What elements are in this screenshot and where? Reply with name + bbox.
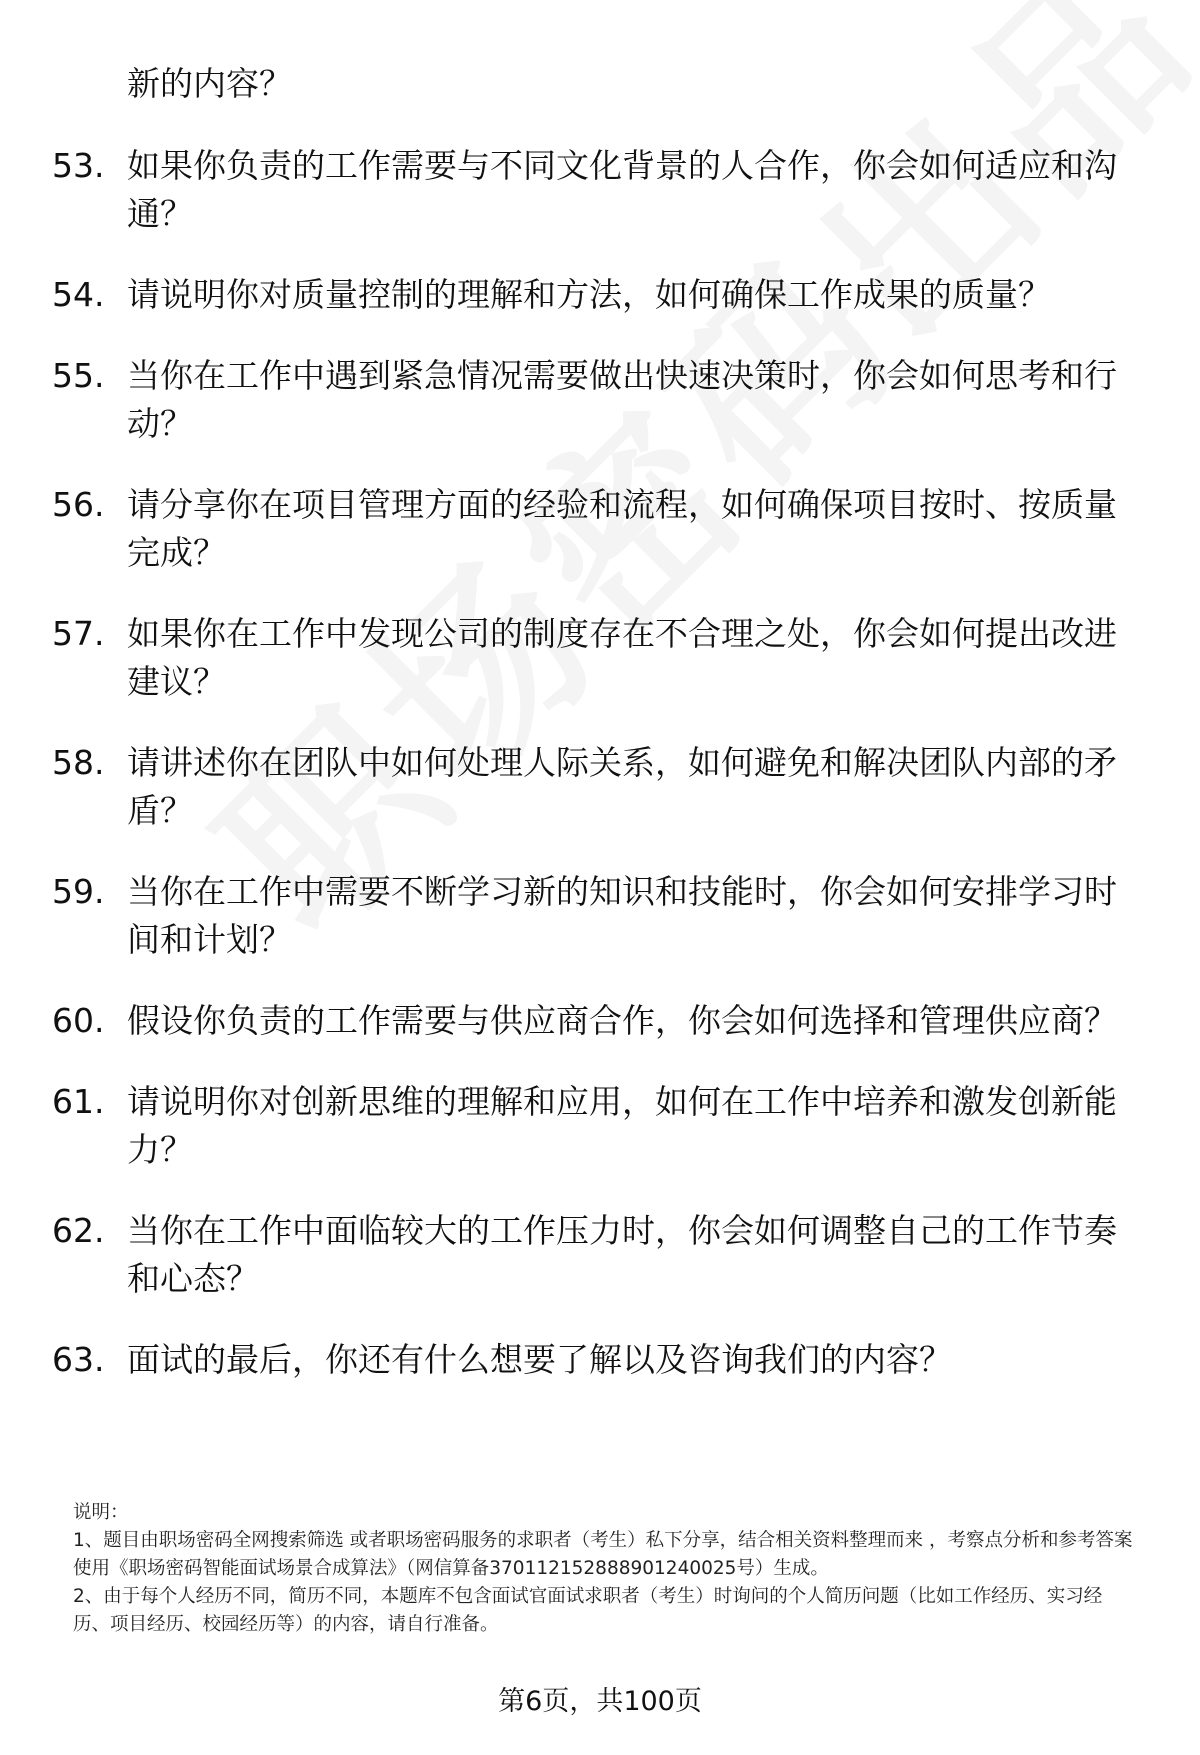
question-text: 面试的最后，你还有什么想要了解以及咨询我们的内容？ — [127, 1340, 952, 1379]
list-item — [0, 142, 1200, 238]
notes-section — [73, 1499, 1138, 1639]
question-number: 55. — [52, 356, 105, 395]
question-number: 62. — [52, 1211, 105, 1250]
question-number: 54. — [52, 275, 105, 314]
question-text: 如果你在工作中发现公司的制度存在不合理之处，你会如何提出改进建议？ — [127, 614, 1117, 701]
question-number: 57. — [52, 614, 105, 653]
list-item — [0, 868, 1200, 964]
question-text: 请说明你对创新思维的理解和应用，如何在工作中培养和激发创新能力？ — [127, 1082, 1117, 1169]
list-item — [0, 352, 1200, 448]
question-text: 请说明你对质量控制的理解和方法，如何确保工作成果的质量？ — [127, 275, 1051, 314]
question-number: 56. — [52, 485, 105, 524]
question-number: 63. — [52, 1340, 105, 1379]
list-item — [0, 1336, 1200, 1384]
question-number: 58. — [52, 743, 105, 782]
notes-heading: 说明： — [73, 1502, 129, 1523]
notes-item: 2、由于每个人经历不同，简历不同，本题库不包含面试官面试求职者（考生）时询问的个人简历问题（比如工作经历、实习经历、项目经历、校园经历等）的内容，请自行准备。 — [73, 1586, 1103, 1635]
question-number: 53. — [52, 146, 105, 185]
page-number: 第6页，共100页 — [498, 1686, 702, 1717]
question-text: 假设你负责的工作需要与供应商合作，你会如何选择和管理供应商？ — [127, 1001, 1117, 1040]
question-number: 60. — [52, 1001, 105, 1040]
list-item — [0, 610, 1200, 706]
question-text: 请讲述你在团队中如何处理人际关系，如何避免和解决团队内部的矛盾？ — [127, 743, 1117, 830]
question-number: 59. — [52, 872, 105, 911]
list-item — [0, 481, 1200, 577]
continuation-text: 新的内容？ — [127, 64, 292, 103]
list-item — [0, 1078, 1200, 1174]
question-number: 61. — [52, 1082, 105, 1121]
list-item — [0, 1207, 1200, 1303]
question-text: 当你在工作中遇到紧急情况需要做出快速决策时，你会如何思考和行动？ — [127, 356, 1117, 443]
question-text: 当你在工作中需要不断学习新的知识和技能时，你会如何安排学习时间和计划？ — [127, 872, 1117, 959]
question-text: 如果你负责的工作需要与不同文化背景的人合作，你会如何适应和沟通？ — [127, 146, 1117, 233]
list-item — [0, 739, 1200, 835]
notes-item: 1、题目由职场密码全网搜索筛选 或者职场密码服务的求职者（考生）私下分享，结合相关资料整理而来 ，考察点分析和参考答案使用《职场密码智能面试场景合成算法》（网信算备370112152888901240025号）生成。 — [73, 1530, 1133, 1579]
list-item — [0, 997, 1200, 1045]
list-item — [0, 271, 1200, 319]
question-list — [0, 142, 1200, 1417]
question-text: 请分享你在项目管理方面的经验和流程，如何确保项目按时、按质量完成？ — [127, 485, 1117, 572]
question-text: 当你在工作中面临较大的工作压力时，你会如何调整自己的工作节奏和心态？ — [127, 1211, 1117, 1298]
